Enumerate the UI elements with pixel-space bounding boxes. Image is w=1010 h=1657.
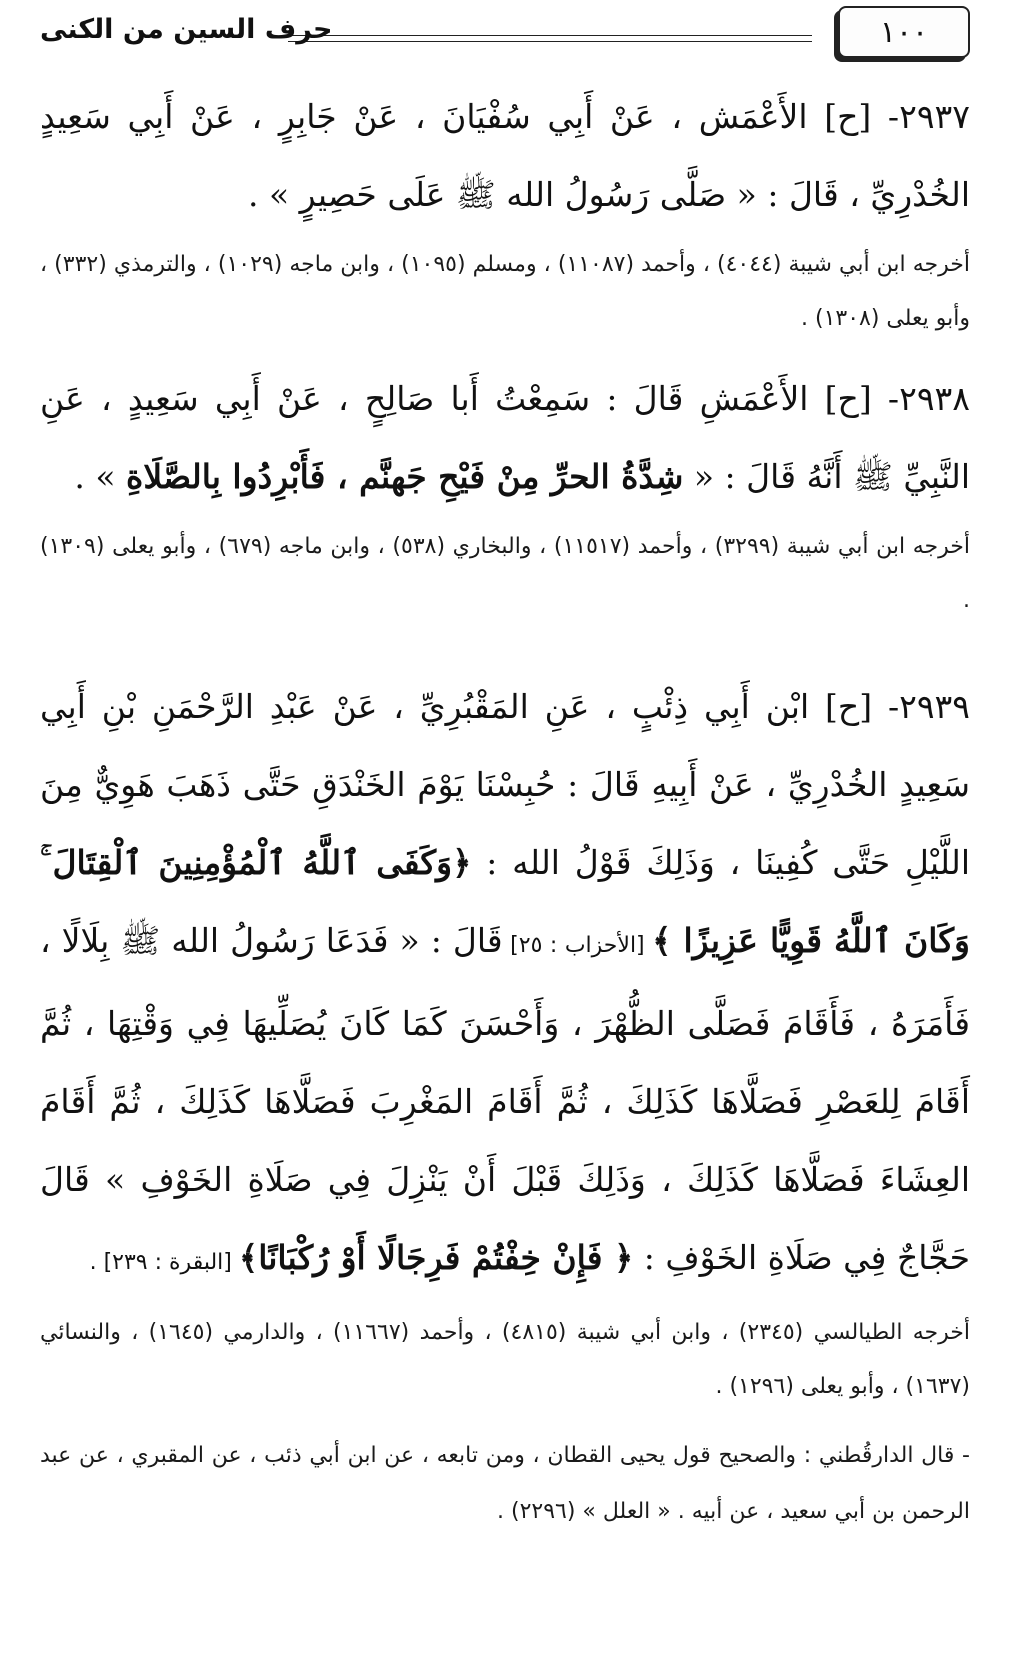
hadith-2938 — [40, 360, 970, 516]
daraqutni-note: - قال الدارقُطني : والصحيح قول يحيى القطان ، ومن تابعه ، عن ابن أبي ذئب ، عن المقبري ، عن عبد الرحمن بن أبي سعيد ، عن أبيه . « العلل » (٢٢٩٦) . — [40, 1443, 970, 1524]
page-content — [40, 78, 970, 1540]
quran-reference-1: [الأحزاب : ٢٥] — [502, 933, 653, 958]
section-gap — [40, 642, 970, 668]
header-rule — [288, 35, 812, 42]
hadith-number: ٢٩٣٧ — [899, 97, 970, 136]
takhrij-2938: أخرجه ابن أبي شيبة (٣٢٩٩) ، وأحمد (١١٥١٧) ، والبخاري (٥٣٨) ، وابن ماجه (٦٧٩) ، وأبو يعلى (١٣٠٩) . — [40, 534, 970, 613]
hadith-text-part2: قَالَ : « فَدَعَا رَسُولُ الله ﷺ بِلَالًا ، فَأَمَرَهُ ، فَأَقَامَ فَصَلَّى الظُّهْرَ ، وَأَحْسَنَ كَمَا كَانَ يُصَلِّيهَا فِي وَقْتِهَا ، ثُمَّ أَقَامَ لِلعَصْرِ فَصَلَّاهَا كَذَلِكَ ، ثُمَّ أَقَامَ المَغْرِبَ فَصَلَّاهَا كَذَلِكَ ، ثُمَّ أَقَامَ العِشَاءَ فَصَلَّاهَا كَذَلِكَ ، وَذَلِكَ قَبْلَ أَنْ يَنْزِلَ فِي صَلَاةِ الخَوْفِ » قَالَ حَجَّاجٌ فِي صَلَاةِ الخَوْفِ : — [40, 921, 970, 1277]
hadith-number: ٢٩٣٨ — [899, 379, 970, 418]
page-number: ١٠٠ — [838, 6, 970, 58]
takhrij-2939: أخرجه الطيالسي (٢٣٤٥) ، وابن أبي شيبة (٤٨١٥) ، وأحمد (١١٦٦٧) ، والدارمي (١٦٤٥) ، والنسائي (١٦٣٧) ، وأبو يعلى (١٢٩٦) . — [40, 1320, 971, 1399]
hadith-text-intro: - [ح] الأَعْمَشِ قَالَ : سَمِعْتُ أَبا صَالِحٍ ، عَنْ أَبِي سَعِيدٍ ، عَنِ النَّبِيِّ ﷺ أَنَّهُ قَالَ : « — [40, 379, 970, 496]
takhrij-2937: أخرجه ابن أبي شيبة (٤٠٤٤) ، وأحمد (١١٠٨٧) ، ومسلم (١٠٩٥) ، وابن ماجه (١٠٢٩) ، والترمذي (٣٣٢) ، وأبو يعلى (١٣٠٨) . — [40, 252, 970, 331]
hadith-text-end: » . — [74, 457, 127, 496]
quran-verse-1: ﴿وَكَفَى ٱللَّهُ ٱلْمُؤْمِنِينَ ٱلْقِتَالَ ۚ وَكَانَ ٱللَّهُ قَوِيًّا عَزِيزًا ﴾ — [40, 843, 970, 960]
running-title: حرف السين من الكنى — [40, 14, 333, 45]
hadith-2937 — [40, 78, 970, 234]
page-header — [40, 6, 970, 64]
hadith-2939 — [40, 668, 970, 1302]
hadith-text-prophetic: شِدَّةُ الحرِّ مِنْ فَيْحِ جَهنَّم ، فَأَبْرِدُوا بِالصَّلَاةِ — [126, 457, 684, 496]
hadith-text-part1: - [ح] ابْن أَبِي ذِئْبٍ ، عَنِ المَقْبُرِيِّ ، عَنْ عَبْدِ الرَّحْمَنِ بْنِ أَبِي سَعِيدٍ الخُدْرِيِّ ، عَنْ أَبِيهِ قَالَ : حُبِسْنَا يَوْمَ الخَنْدَقِ حَتَّى ذَهَبَ هَوِيٌّ مِنَ اللَّيْلِ حَتَّى كُفِينَا ، وَذَلِكَ قَوْلُ الله : — [40, 687, 970, 882]
quran-verse-2: ﴿ فَإِنْ خِفْتُمْ فَرِجَالًا أَوْ رُكْبَانًا﴾ — [238, 1238, 634, 1277]
hadith-number: ٢٩٣٩ — [899, 687, 970, 726]
hadith-text: - [ح] الأَعْمَش ، عَنْ أَبِي سُفْيَانَ ، عَنْ جَابِرٍ ، عَنْ أَبِي سَعِيدٍ الخُدْرِيِّ ، قَالَ : « صَلَّى رَسُولُ الله ﷺ عَلَى حَصِيرٍ » . — [40, 97, 970, 214]
quran-reference-2: [البقرة : ٢٣٩] . — [89, 1250, 239, 1275]
